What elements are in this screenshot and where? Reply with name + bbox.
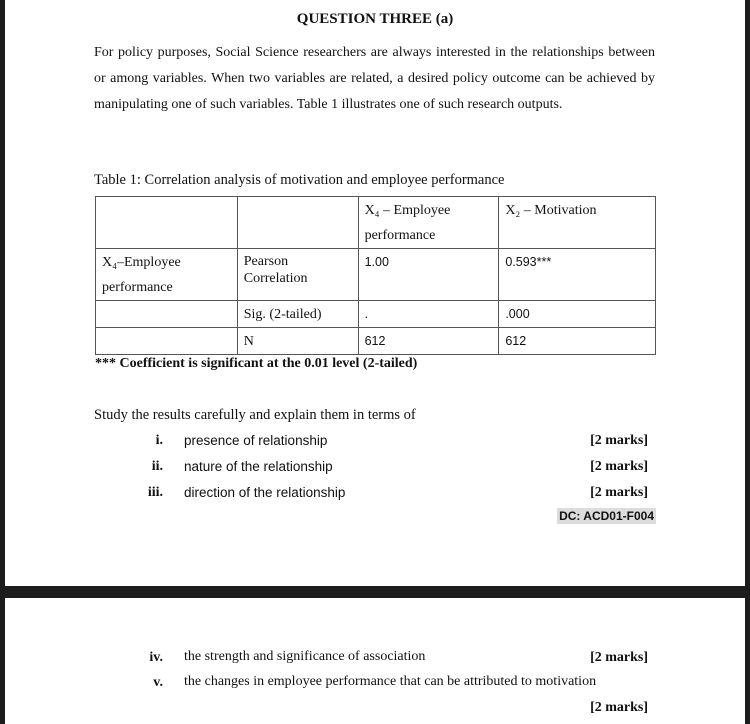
table-row — [96, 328, 656, 355]
document-code-badge: DC: ACD01-F004 — [559, 509, 654, 523]
cell-sig-value: .000 — [499, 301, 656, 328]
question-text: direction of the relationship — [184, 485, 346, 500]
question-text: nature of the relationship — [184, 459, 333, 474]
header-cell-empty-1 — [96, 197, 238, 249]
question-marks: [2 marks] — [590, 459, 648, 474]
question-marks: [2 marks] — [590, 700, 648, 715]
table-header-row — [96, 197, 656, 249]
cell-n-value: 612 — [499, 328, 656, 355]
cell-correlation-self: 1.00 — [358, 249, 499, 301]
page-one — [5, 0, 745, 586]
question-number: v. — [153, 675, 163, 690]
table-row — [96, 301, 656, 328]
cell-sig-label: Sig. (2-tailed) — [237, 301, 358, 328]
row-label-empty — [96, 301, 238, 328]
question-number: iii. — [147, 485, 163, 500]
question-text: the strength and significance of association — [184, 649, 426, 664]
instruction-text: Study the results carefully and explain them in terms of — [94, 407, 416, 423]
cell-sig-self: . — [358, 301, 499, 328]
header-cell-employee-performance: X₄ – Employee performance — [358, 197, 499, 249]
question-number: iv. — [149, 650, 163, 665]
header-cell-empty-2 — [237, 197, 358, 249]
row-label-empty — [96, 328, 238, 355]
question-marks: [2 marks] — [590, 485, 648, 500]
question-text: presence of relationship — [184, 433, 328, 448]
question-text: the changes in employee performance that can be attributed to motivation — [184, 674, 597, 689]
table-caption: Table 1: Correlation analysis of motivation and employee performance — [94, 172, 505, 188]
question-number: i. — [155, 433, 163, 448]
cell-n-self: 612 — [358, 328, 499, 355]
intro-paragraph: For policy purposes, Social Science researchers are always interested in the relationships between or among variables. When two variables are related, a desired policy outcome can be achieved by manipulating one of such variables. Table 1 illustrates one of such research outputs. — [94, 45, 655, 112]
row-label-employee-performance: X₄–Employee performance — [96, 249, 238, 301]
correlation-table — [95, 196, 656, 355]
page-two — [5, 598, 745, 724]
table-row — [96, 249, 656, 301]
question-title: QUESTION THREE (a) — [296, 11, 454, 27]
cell-pearson-correlation: Pearson Correlation — [237, 249, 358, 301]
question-marks: [2 marks] — [590, 650, 648, 665]
cell-n-label: N — [237, 328, 358, 355]
cell-correlation-value: 0.593*** — [499, 249, 656, 301]
question-number: ii. — [151, 459, 163, 474]
header-cell-motivation: X₂ – Motivation — [499, 197, 656, 249]
table-note: *** Coefficient is significant at the 0.01 level (2-tailed) — [95, 356, 418, 371]
question-marks: [2 marks] — [590, 433, 648, 448]
